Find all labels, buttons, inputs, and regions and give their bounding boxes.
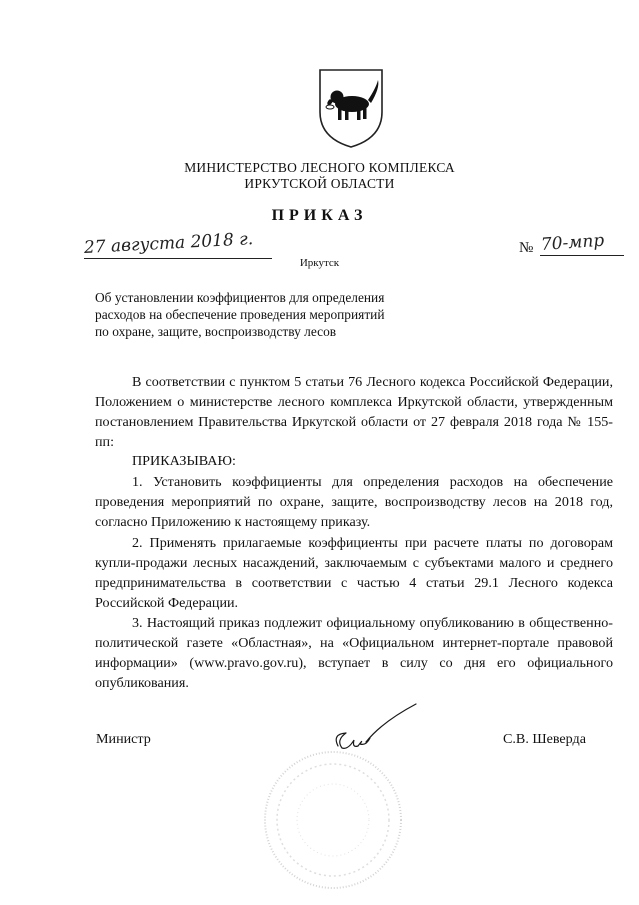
order-item-2: 2. Применять прилагаемые коэффициенты при расчете платы по договорам купли-продажи лесных насаждений, заключаемым с субъектами малого и среднего предпринимательства в соответствии с частью 4 статьи 29.1 Лесного кодекса Российской Федерации. [95,535,613,611]
legal-basis-paragraph: В соответствии с пунктом 5 статьи 76 Лесного кодекса Российской Федерации, Положением о министерстве лесного комплекса Иркутской области, утвержденным постановлением Правительства Иркутской области от 27 февраля 2018 года № 155-пп: [95,374,613,450]
order-item-3: 3. Настоящий приказ подлежит официальному опубликованию в общественно-политической газете «Областная», на «Официальном интернет-портале правовой информации» (www.pravo.gov.ru), вступает в силу со дня его официального опубликования. [95,615,613,691]
document-type-title: ПРИКАЗ [271,207,368,224]
coat-of-arms-icon [316,66,386,150]
ministry-name-line2: ИРКУТСКОЙ ОБЛАСТИ [244,176,395,191]
issue-city: Иркутск [299,257,340,269]
official-seal-icon [262,738,404,898]
order-word: ПРИКАЗЫВАЮ: [132,453,236,469]
signatory-name: С.В. Шеверда [503,731,586,747]
document-subject: Об установлении коэффициентов для определения расходов на обеспечение проведения мероприятий по охране, защите, воспроизводству лесов [95,290,385,339]
number-label: № [519,240,534,256]
handwritten-date: 27 августа 2018 г. [83,229,254,258]
signatory-title: Министр [96,731,151,747]
handwritten-number: 70-мпр [540,230,605,255]
order-item-1: 1. Установить коэффициенты для определения расходов на обеспечение проведения мероприятий по охране, защите, воспроизводству лесов на 2018 год, согласно Приложению к настоящему приказу. [95,474,613,530]
number-underline [540,255,624,256]
ministry-name-line1: МИНИСТЕРСТВО ЛЕСНОГО КОМПЛЕКСА [184,160,455,175]
